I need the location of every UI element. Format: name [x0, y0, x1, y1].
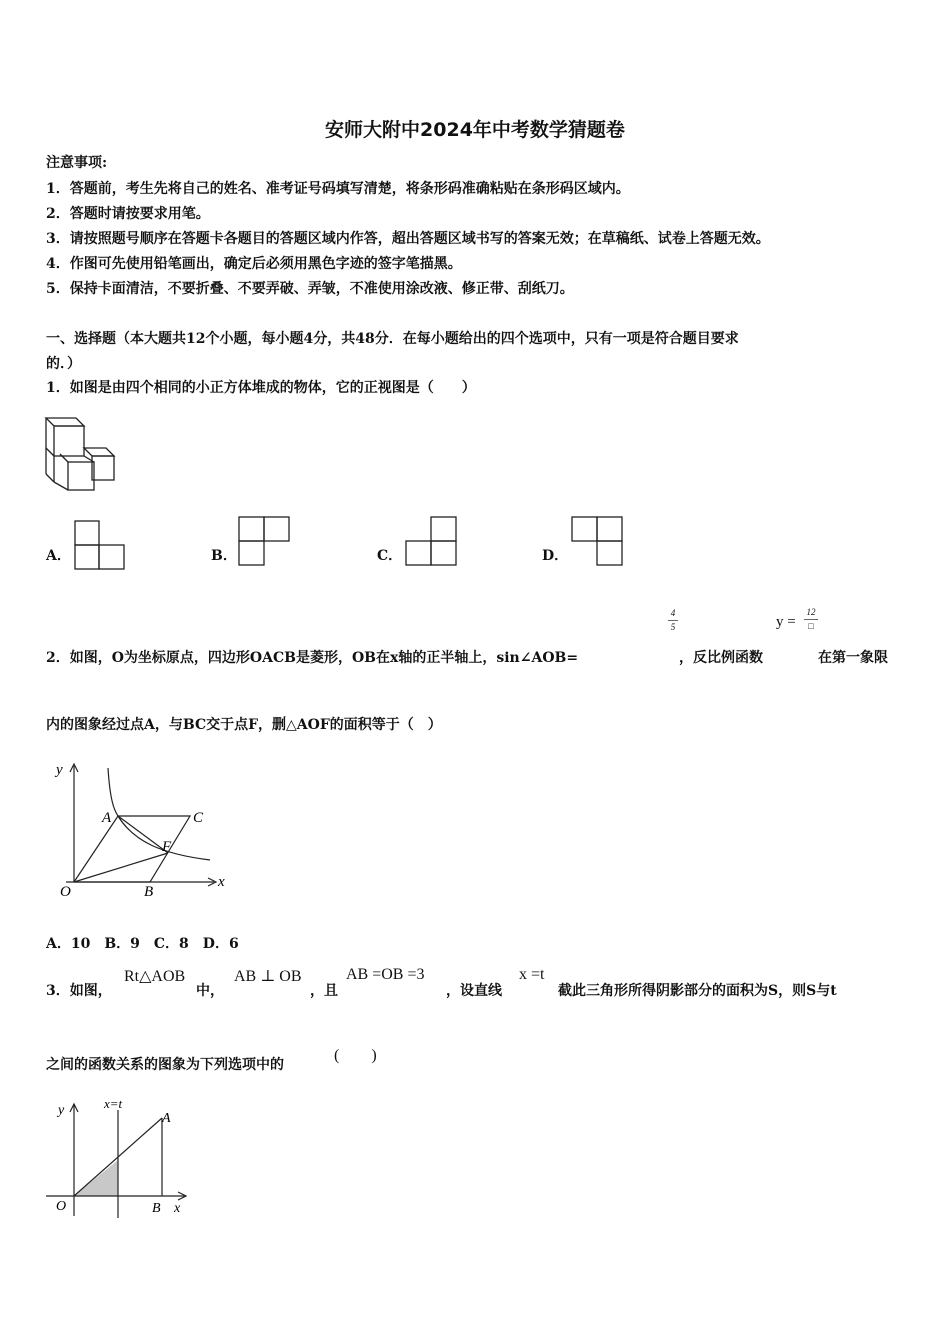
q1-option-a-label: A． — [46, 548, 71, 564]
q2-label-f: F — [162, 839, 172, 855]
q3-math-x-eq-t: x =t — [519, 966, 545, 983]
q2-label-c: C — [193, 810, 204, 826]
q2-func-left: y = — [776, 614, 796, 630]
q3-stem-part3: ，且 — [310, 983, 338, 999]
q1-option-b-figure — [238, 516, 292, 568]
q2-label-y: y — [56, 762, 63, 778]
q3-label-a: A — [162, 1111, 171, 1126]
q3-stem-part1: 3．如图， — [46, 983, 112, 999]
q3-stem-line2: 之间的函数关系的图象为下列选项中的 — [46, 1057, 284, 1073]
q1-option-b-label: B． — [211, 548, 237, 564]
q3-label-line: x=t — [104, 1096, 123, 1111]
q1-option-d-label: D． — [542, 548, 569, 564]
q3-label-x: x — [174, 1201, 181, 1216]
q2-label-a: A — [102, 810, 112, 826]
q2-answers: A．10 B．9 C．8 D．6 — [46, 936, 239, 952]
section-heading-line2: 的．） — [46, 356, 81, 372]
q3-label-y: y — [58, 1103, 65, 1118]
q1-cube-figure — [44, 414, 116, 494]
notice-heading: 注意事项: — [46, 155, 108, 171]
q3-math-ab-perp-ob: AB ⊥ OB — [234, 968, 302, 985]
q2-func-num: 12 — [806, 607, 816, 617]
section-heading-line1: 一、选择题（本大题共12个小题，每小题4分，共48分．在每小题给出的四个选项中，只有一项是符合题目要求 — [46, 331, 739, 347]
q2-label-x: x — [218, 874, 225, 890]
q2-stem-part3: 在第一象限 — [818, 650, 888, 666]
q1-option-a-figure — [74, 520, 126, 572]
q2-rhombus-figure — [50, 760, 240, 900]
q2-stem-part1: 2．如图，O为坐标原点，四边形OACB是菱形，OB在x轴的正半轴上，sin∠AOB= — [46, 650, 579, 666]
q3-stem-part5: 截此三角形所得阴影部分的面积为S，则S与t — [558, 983, 837, 999]
q3-stem-part2: 中， — [196, 983, 224, 999]
q3-label-o: O — [56, 1199, 67, 1214]
q2-label-o: O — [60, 884, 71, 900]
q3-math-ab-eq-ob: AB =OB =3 — [346, 966, 425, 983]
q3-paren: ( ) — [334, 1047, 377, 1064]
q3-stem-part4: ，设直线 — [446, 983, 502, 999]
notice-item-4: 4．作图可先使用铅笔画出，确定后必须用黑色字迹的签字笔描黑。 — [46, 256, 462, 272]
q2-stem-line2: 内的图象经过点A，与BC交于点F，删△AOF的面积等于（ ） — [46, 717, 442, 733]
q1-stem: 1．如图是由四个相同的小正方体堆成的物体，它的正视图是（ ） — [46, 380, 476, 396]
q2-func-den: □ — [808, 621, 814, 631]
q2-label-b: B — [144, 884, 154, 900]
q3-math-rt-aob: Rt△AOB — [124, 968, 186, 985]
q1-option-c-label: C． — [377, 548, 403, 564]
q3-triangle-figure — [42, 1096, 202, 1222]
q2-fraction — [668, 608, 678, 633]
q2-func-fraction — [804, 607, 818, 632]
q2-stem-part2: ，反比例函数 — [679, 650, 763, 666]
q2-fraction-top: 4 — [670, 608, 676, 618]
notice-item-2: 2．答题时请按要求用笔。 — [46, 206, 210, 222]
q1-option-c-figure — [405, 516, 459, 568]
q1-option-d-figure — [571, 516, 625, 568]
notice-item-1: 1．答题前，考生先将自己的姓名、准考证号码填写清楚，将条形码准确粘贴在条形码区域内。 — [46, 181, 630, 197]
q2-fraction-bottom: 5 — [670, 622, 676, 632]
notice-item-5: 5．保持卡面清洁，不要折叠、不要弄破、弄皱，不准使用涂改液、修正带、刮纸刀。 — [46, 281, 574, 297]
page-title: 安师大附中2024年中考数学猜题卷 — [325, 119, 625, 141]
notice-item-3: 3．请按照题号顺序在答题卡各题目的答题区域内作答，超出答题区域书写的答案无效；在草稿纸、试卷上答题无效。 — [46, 231, 770, 247]
q3-label-b: B — [152, 1201, 161, 1216]
